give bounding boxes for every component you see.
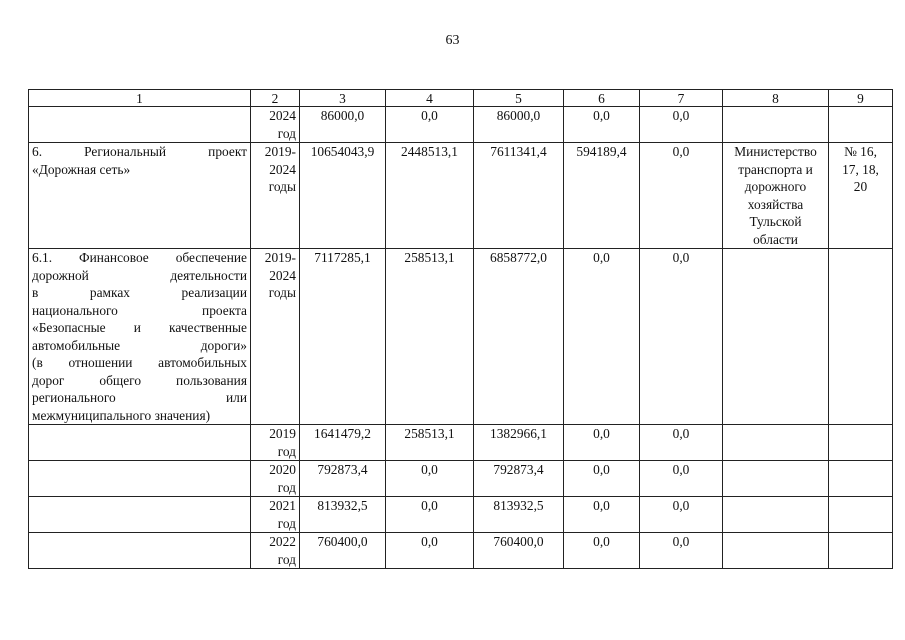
item-name-cell-line: автомобильные дороги» (32, 337, 247, 353)
value-cell-c6: 0,0 (564, 461, 640, 497)
period-cell-line: 2019 (269, 426, 296, 441)
indicator-refs-cell (829, 143, 893, 249)
indicator-refs-cell (829, 497, 893, 533)
table-row (29, 107, 893, 143)
indicator-refs-cell (829, 461, 893, 497)
period-cell (251, 461, 300, 497)
item-name-cell-line: «Безопасные и качественные (32, 320, 247, 335)
indicator-refs-cell-line: 20 (853, 179, 868, 194)
executor-cell-line: Министерство (734, 144, 817, 159)
value-cell-c5: 6858772,0 (474, 249, 564, 425)
period-cell-line: 2022 (269, 534, 296, 549)
value-cell-c6: 0,0 (564, 533, 640, 569)
item-name-cell-line: «Дорожная сеть» (32, 161, 131, 177)
value-cell-c3: 1641479,2 (300, 425, 386, 461)
table-row (29, 143, 893, 249)
period-cell-line: год (277, 515, 296, 531)
column-header: 2 (251, 90, 300, 107)
executor-cell (723, 497, 829, 533)
executor-cell (723, 107, 829, 143)
item-name-cell (29, 497, 251, 533)
value-cell-c5: 792873,4 (474, 461, 564, 497)
value-cell-c7: 0,0 (640, 461, 723, 497)
executor-cell-line: транспорта и (738, 161, 813, 177)
item-name-cell-line: дорог общего пользования (32, 372, 247, 388)
indicator-refs-cell-line: № 16, (844, 144, 877, 159)
period-cell-line: 2024 (269, 108, 296, 123)
period-cell-line: год (277, 479, 296, 495)
period-cell (251, 425, 300, 461)
period-cell-line: 2020 (269, 462, 296, 477)
period-cell-line: 2021 (269, 498, 296, 513)
item-name-cell (29, 425, 251, 461)
item-name-cell (29, 533, 251, 569)
period-cell (251, 249, 300, 425)
period-cell-line: годы (268, 179, 296, 194)
period-cell-line: год (277, 443, 296, 459)
executor-cell (723, 143, 829, 249)
indicator-refs-cell (829, 249, 893, 425)
value-cell-c5: 813932,5 (474, 497, 564, 533)
column-header: 6 (564, 90, 640, 107)
budget-table (28, 89, 893, 569)
value-cell-c5: 7611341,4 (474, 143, 564, 249)
executor-cell (723, 461, 829, 497)
executor-cell (723, 249, 829, 425)
item-name-cell (29, 143, 251, 249)
value-cell-c4: 258513,1 (386, 249, 474, 425)
executor-cell (723, 533, 829, 569)
item-name-cell-line: 6.1. Финансовое обеспечение (32, 250, 247, 265)
value-cell-c7: 0,0 (640, 107, 723, 143)
value-cell-c7: 0,0 (640, 143, 723, 249)
period-cell-line: 2019- (264, 250, 296, 265)
column-header: 1 (29, 90, 251, 107)
value-cell-c3: 10654043,9 (300, 143, 386, 249)
value-cell-c3: 7117285,1 (300, 249, 386, 425)
value-cell-c5: 760400,0 (474, 533, 564, 569)
item-name-cell-line: дорожной деятельности (32, 267, 247, 283)
value-cell-c6: 0,0 (564, 107, 640, 143)
item-name-cell-line: 6. Региональный проект (32, 144, 247, 159)
period-cell-line: год (277, 551, 296, 567)
period-cell (251, 533, 300, 569)
value-cell-c3: 813932,5 (300, 497, 386, 533)
value-cell-c4: 0,0 (386, 107, 474, 143)
period-cell-line: годы (268, 285, 296, 300)
value-cell-c4: 0,0 (386, 497, 474, 533)
item-name-cell (29, 249, 251, 425)
value-cell-c3: 760400,0 (300, 533, 386, 569)
item-name-cell-line: национального проекта (32, 302, 247, 318)
period-cell-line: 2024 (269, 161, 296, 177)
item-name-cell-line: межмуниципального значения) (32, 407, 211, 423)
value-cell-c4: 258513,1 (386, 425, 474, 461)
column-header: 9 (829, 90, 893, 107)
value-cell-c7: 0,0 (640, 533, 723, 569)
indicator-refs-cell-line: 17, 18, (842, 161, 879, 177)
period-cell-line: год (277, 125, 296, 141)
indicator-refs-cell (829, 107, 893, 143)
value-cell-c7: 0,0 (640, 425, 723, 461)
item-name-cell-line: (в отношении автомобильных (32, 355, 247, 370)
item-name-cell-line: в рамках реализации (32, 285, 247, 300)
column-header: 8 (723, 90, 829, 107)
period-cell (251, 497, 300, 533)
value-cell-c6: 0,0 (564, 249, 640, 425)
table-row (29, 249, 893, 425)
executor-cell-line: области (753, 231, 798, 247)
item-name-cell (29, 461, 251, 497)
item-name-cell (29, 107, 251, 143)
value-cell-c5: 86000,0 (474, 107, 564, 143)
executor-cell-line: дорожного (744, 179, 807, 194)
table-header-row (29, 90, 893, 107)
value-cell-c6: 0,0 (564, 425, 640, 461)
table-row (29, 461, 893, 497)
value-cell-c3: 86000,0 (300, 107, 386, 143)
value-cell-c7: 0,0 (640, 249, 723, 425)
indicator-refs-cell (829, 533, 893, 569)
period-cell-line: 2024 (269, 267, 296, 283)
value-cell-c3: 792873,4 (300, 461, 386, 497)
value-cell-c4: 0,0 (386, 533, 474, 569)
table-row (29, 533, 893, 569)
period-cell (251, 143, 300, 249)
period-cell-line: 2019- (264, 144, 296, 159)
item-name-cell-line: регионального или (32, 390, 247, 405)
page-number: 63 (445, 33, 460, 48)
table-row (29, 497, 893, 533)
column-header: 3 (300, 90, 386, 107)
column-header: 4 (386, 90, 474, 107)
column-header: 7 (640, 90, 723, 107)
value-cell-c6: 594189,4 (564, 143, 640, 249)
executor-cell (723, 425, 829, 461)
executor-cell-line: Тульской (749, 214, 802, 229)
value-cell-c7: 0,0 (640, 497, 723, 533)
value-cell-c4: 0,0 (386, 461, 474, 497)
period-cell (251, 107, 300, 143)
value-cell-c6: 0,0 (564, 497, 640, 533)
value-cell-c4: 2448513,1 (386, 143, 474, 249)
column-header: 5 (474, 90, 564, 107)
value-cell-c5: 1382966,1 (474, 425, 564, 461)
indicator-refs-cell (829, 425, 893, 461)
table-row (29, 425, 893, 461)
executor-cell-line: хозяйства (747, 196, 804, 212)
